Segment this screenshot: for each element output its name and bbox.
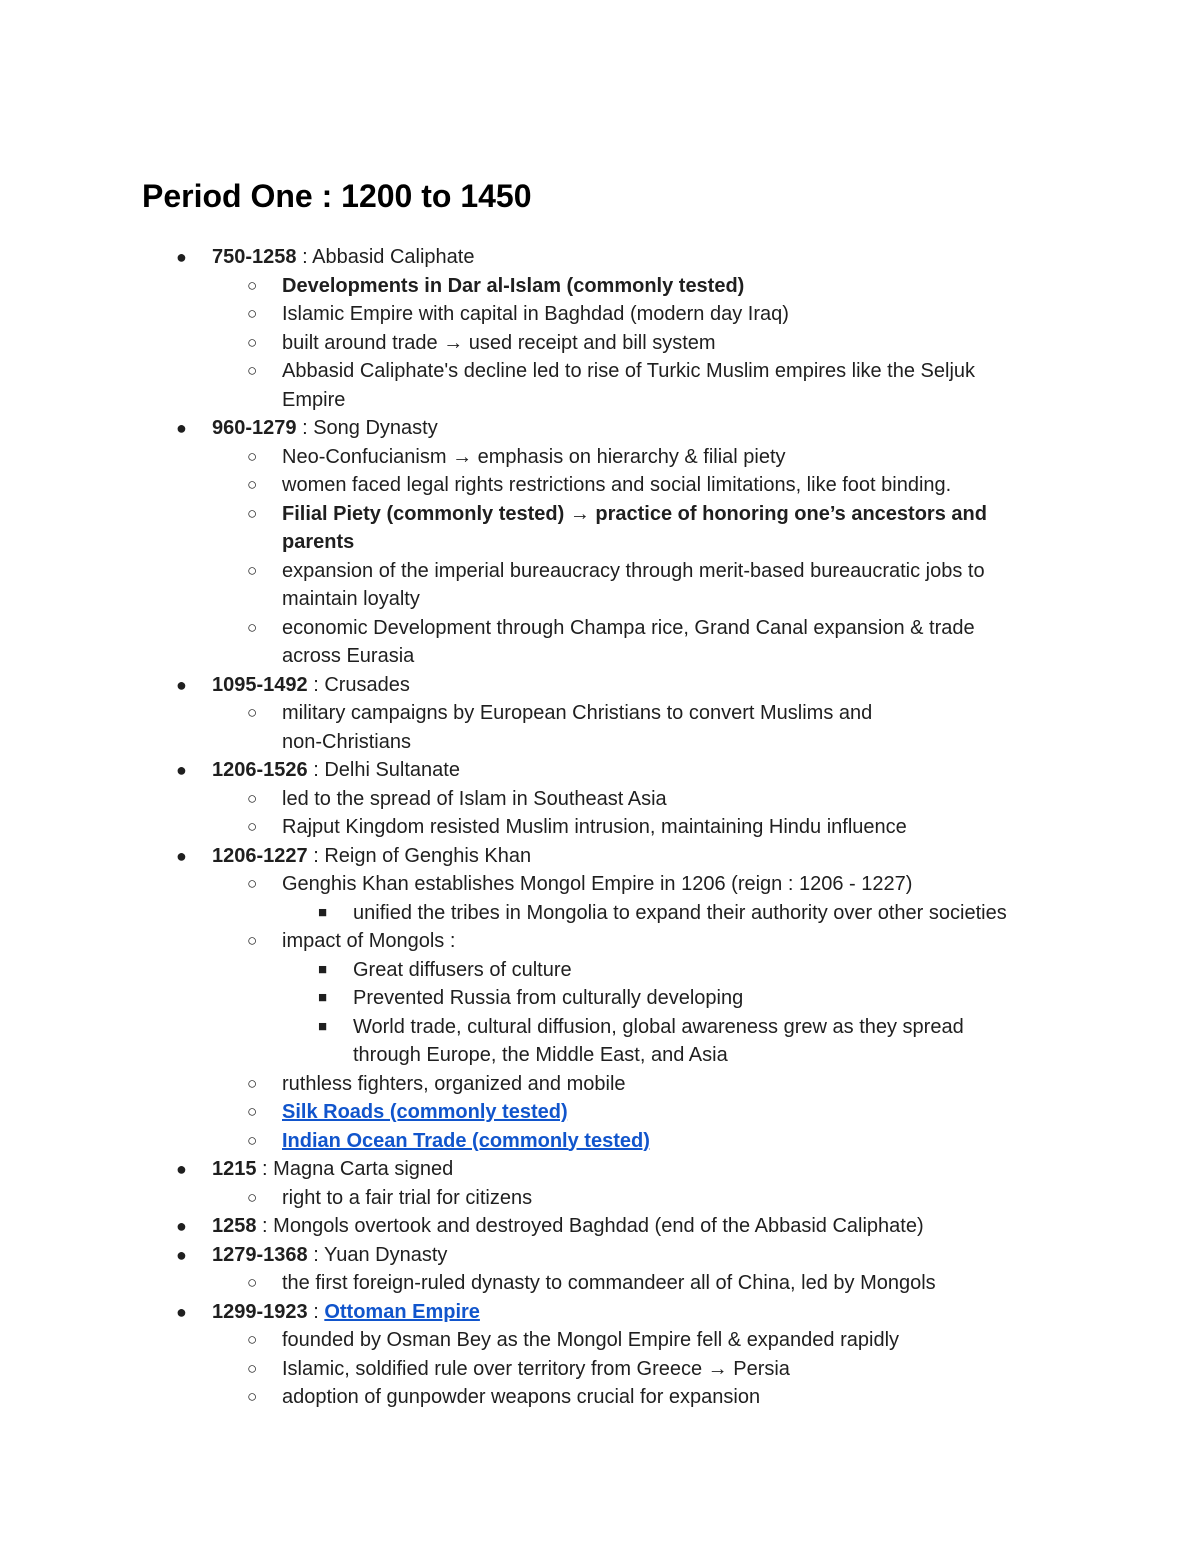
- indian-ocean-trade-link[interactable]: Indian Ocean Trade (commonly tested): [282, 1129, 650, 1152]
- list-item: [0, 243, 1200, 272]
- sub-sub-item: [0, 899, 1200, 928]
- sub-item: [0, 1326, 1200, 1355]
- list-item: [0, 1241, 1200, 1270]
- sub-item-text: Islamic, soldified rule over territory from Greece → Persia: [282, 1357, 790, 1380]
- square-bullet-icon: ■: [318, 989, 328, 1006]
- item-date: 960-1279: [212, 417, 297, 439]
- sub-item: [0, 927, 1200, 956]
- sub-item: [0, 471, 1200, 500]
- square-bullet-icon: ■: [318, 1017, 328, 1035]
- sub-item-text: expansion of the imperial bureaucracy through merit-based bureaucratic jobs to: [282, 559, 985, 582]
- sub-item: [0, 1355, 1200, 1384]
- item-title: Song Dynasty: [313, 417, 438, 439]
- sub-item-text: Islamic Empire with capital in Baghdad (modern day Iraq): [282, 303, 789, 325]
- sub-sub-item-text: World trade, cultural diffusion, global awareness grew as they spread: [353, 1015, 964, 1038]
- item-title: Crusades: [324, 673, 410, 696]
- sub-item-text: built around trade → used receipt and bill system: [282, 331, 716, 354]
- item-separator: :: [307, 844, 325, 867]
- circle-bullet-icon: ○: [247, 475, 258, 494]
- disc-bullet-icon: ●: [176, 845, 187, 866]
- sub-item-continuation: across Eurasia: [282, 645, 415, 667]
- circle-bullet-icon: ○: [247, 931, 258, 950]
- circle-bullet-icon: ○: [247, 332, 258, 352]
- item-date: 1258: [212, 1215, 257, 1237]
- sub-item: [0, 1127, 1200, 1156]
- sub-sub-item-text: unified the tribes in Mongolia to expand their authority over other societies: [353, 901, 1007, 924]
- sub-item-text: Genghis Khan establishes Mongol Empire in 1206 (reign : 1206 - 1227): [282, 873, 913, 895]
- disc-bullet-icon: ●: [176, 674, 187, 695]
- item-separator: :: [296, 246, 313, 268]
- list-item: [0, 842, 1200, 871]
- circle-bullet-icon: ○: [247, 788, 258, 808]
- sub-item: [0, 300, 1200, 329]
- circle-bullet-icon: ○: [247, 446, 258, 466]
- sub-item-text: the first foreign-ruled dynasty to commandeer all of China, led by Mongols: [282, 1272, 936, 1294]
- sub-item-text: Neo-Confucianism → emphasis on hierarchy & filial piety: [282, 445, 786, 468]
- sub-item-continuation: non-Christians: [282, 730, 411, 753]
- item-separator: :: [296, 417, 314, 439]
- item-separator: :: [307, 1243, 324, 1266]
- sub-item: [0, 870, 1200, 899]
- sub-item: [0, 699, 1200, 728]
- circle-bullet-icon: ○: [247, 1330, 258, 1349]
- disc-bullet-icon: ●: [176, 1159, 187, 1179]
- disc-bullet-icon: ●: [176, 1216, 187, 1236]
- sub-item-text: Developments in Dar al-Islam (commonly tested): [282, 274, 745, 297]
- circle-bullet-icon: ○: [247, 1273, 258, 1292]
- sub-item-text: right to a fair trial for citizens: [282, 1186, 533, 1209]
- circle-bullet-icon: ○: [247, 1387, 258, 1406]
- sub-sub-item: [0, 956, 1200, 985]
- outline-list: [0, 243, 1200, 1412]
- sub-item: [0, 500, 1200, 529]
- sub-item-text: women faced legal rights restrictions and social limitations, like foot binding.: [282, 474, 952, 496]
- circle-bullet-icon: ○: [247, 304, 258, 323]
- item-separator: :: [256, 1158, 274, 1180]
- sub-item: [0, 1098, 1200, 1127]
- page-title: Period One : 1200 to 1450: [142, 178, 532, 214]
- sub-item: [0, 557, 1200, 586]
- circle-bullet-icon: ○: [247, 1130, 258, 1150]
- sub-item: [0, 443, 1200, 472]
- circle-bullet-icon: ○: [247, 361, 258, 380]
- list-item: [0, 1155, 1200, 1184]
- sub-item-text: led to the spread of Islam in Southeast Asia: [282, 787, 667, 810]
- sub-item: [0, 1184, 1200, 1213]
- circle-bullet-icon: ○: [247, 275, 258, 295]
- item-title: Delhi Sultanate: [324, 759, 460, 781]
- sub-item: [0, 1269, 1200, 1298]
- sub-item-text: military campaigns by European Christians to convert Muslims and: [282, 702, 873, 724]
- item-title: Mongols overtook and destroyed Baghdad (end of the Abbasid Caliphate): [273, 1215, 924, 1237]
- item-date: 1206-1227: [212, 844, 308, 867]
- sub-sub-item-continuation: through Europe, the Middle East, and Asia: [353, 1044, 728, 1066]
- item-date: 1206-1526: [212, 759, 308, 781]
- sub-sub-item: [0, 1013, 1200, 1042]
- sub-sub-item-text: Prevented Russia from culturally developing: [353, 987, 744, 1009]
- sub-item: [0, 785, 1200, 814]
- circle-bullet-icon: ○: [247, 503, 258, 523]
- sub-sub-item-text: Great diffusers of culture: [353, 958, 572, 981]
- circle-bullet-icon: ○: [247, 874, 258, 893]
- sub-item: [0, 614, 1200, 643]
- list-item: [0, 756, 1200, 785]
- circle-bullet-icon: ○: [247, 617, 258, 637]
- item-date: 1279-1368: [212, 1243, 308, 1266]
- ottoman-empire-link[interactable]: Ottoman Empire: [324, 1300, 480, 1323]
- item-date: 1095-1492: [212, 673, 308, 696]
- disc-bullet-icon: ●: [176, 418, 187, 438]
- square-bullet-icon: ■: [318, 903, 328, 921]
- circle-bullet-icon: ○: [247, 817, 258, 836]
- sub-item: [0, 357, 1200, 386]
- item-separator: :: [307, 759, 325, 781]
- sub-item-text: adoption of gunpowder weapons crucial for expansion: [282, 1386, 761, 1408]
- sub-item-text: ruthless fighters, organized and mobile: [282, 1072, 626, 1095]
- sub-item: [0, 329, 1200, 358]
- sub-item: [0, 813, 1200, 842]
- sub-item-text: Filial Piety (commonly tested) → practice of honoring one’s ancestors and: [282, 502, 987, 525]
- item-date: 1215: [212, 1158, 257, 1180]
- item-date: 1299-1923: [212, 1300, 308, 1323]
- sub-item: [0, 1383, 1200, 1412]
- disc-bullet-icon: ●: [176, 1301, 187, 1322]
- item-separator: :: [256, 1215, 274, 1237]
- sub-item-text: founded by Osman Bey as the Mongol Empire fell & expanded rapidly: [282, 1329, 900, 1351]
- item-title: Magna Carta signed: [273, 1158, 454, 1180]
- square-bullet-icon: ■: [318, 960, 328, 978]
- circle-bullet-icon: ○: [247, 1073, 258, 1093]
- sub-item: [0, 1070, 1200, 1099]
- sub-sub-item: [0, 984, 1200, 1013]
- circle-bullet-icon: ○: [247, 1358, 258, 1378]
- item-date: 750-1258: [212, 246, 297, 268]
- disc-bullet-icon: ●: [176, 247, 187, 267]
- list-item: [0, 414, 1200, 443]
- item-separator: :: [307, 673, 325, 696]
- circle-bullet-icon: ○: [247, 703, 258, 722]
- circle-bullet-icon: ○: [247, 1187, 258, 1207]
- item-separator: :: [307, 1300, 325, 1323]
- circle-bullet-icon: ○: [247, 1102, 258, 1121]
- sub-item-text: impact of Mongols :: [282, 930, 456, 952]
- item-title: Abbasid Caliphate: [312, 246, 475, 268]
- sub-item-continuation: parents: [282, 531, 355, 553]
- list-item: [0, 1298, 1200, 1327]
- item-title: Reign of Genghis Khan: [324, 844, 532, 867]
- sub-item-continuation: Empire: [282, 388, 346, 411]
- disc-bullet-icon: ●: [176, 760, 187, 780]
- sub-item: [0, 272, 1200, 301]
- circle-bullet-icon: ○: [247, 560, 258, 580]
- sub-item-text: Abbasid Caliphate's decline led to rise of Turkic Muslim empires like the Seljuk: [282, 360, 976, 382]
- sub-item-text: economic Development through Champa rice, Grand Canal expansion & trade: [282, 616, 975, 639]
- disc-bullet-icon: ●: [176, 1244, 187, 1265]
- list-item: [0, 671, 1200, 700]
- list-item: [0, 1212, 1200, 1241]
- silk-roads-link[interactable]: Silk Roads (commonly tested): [282, 1101, 568, 1123]
- item-title: Yuan Dynasty: [323, 1243, 448, 1266]
- sub-item-continuation: maintain loyalty: [282, 588, 420, 610]
- sub-item-text: Rajput Kingdom resisted Muslim intrusion, maintaining Hindu influence: [282, 816, 907, 838]
